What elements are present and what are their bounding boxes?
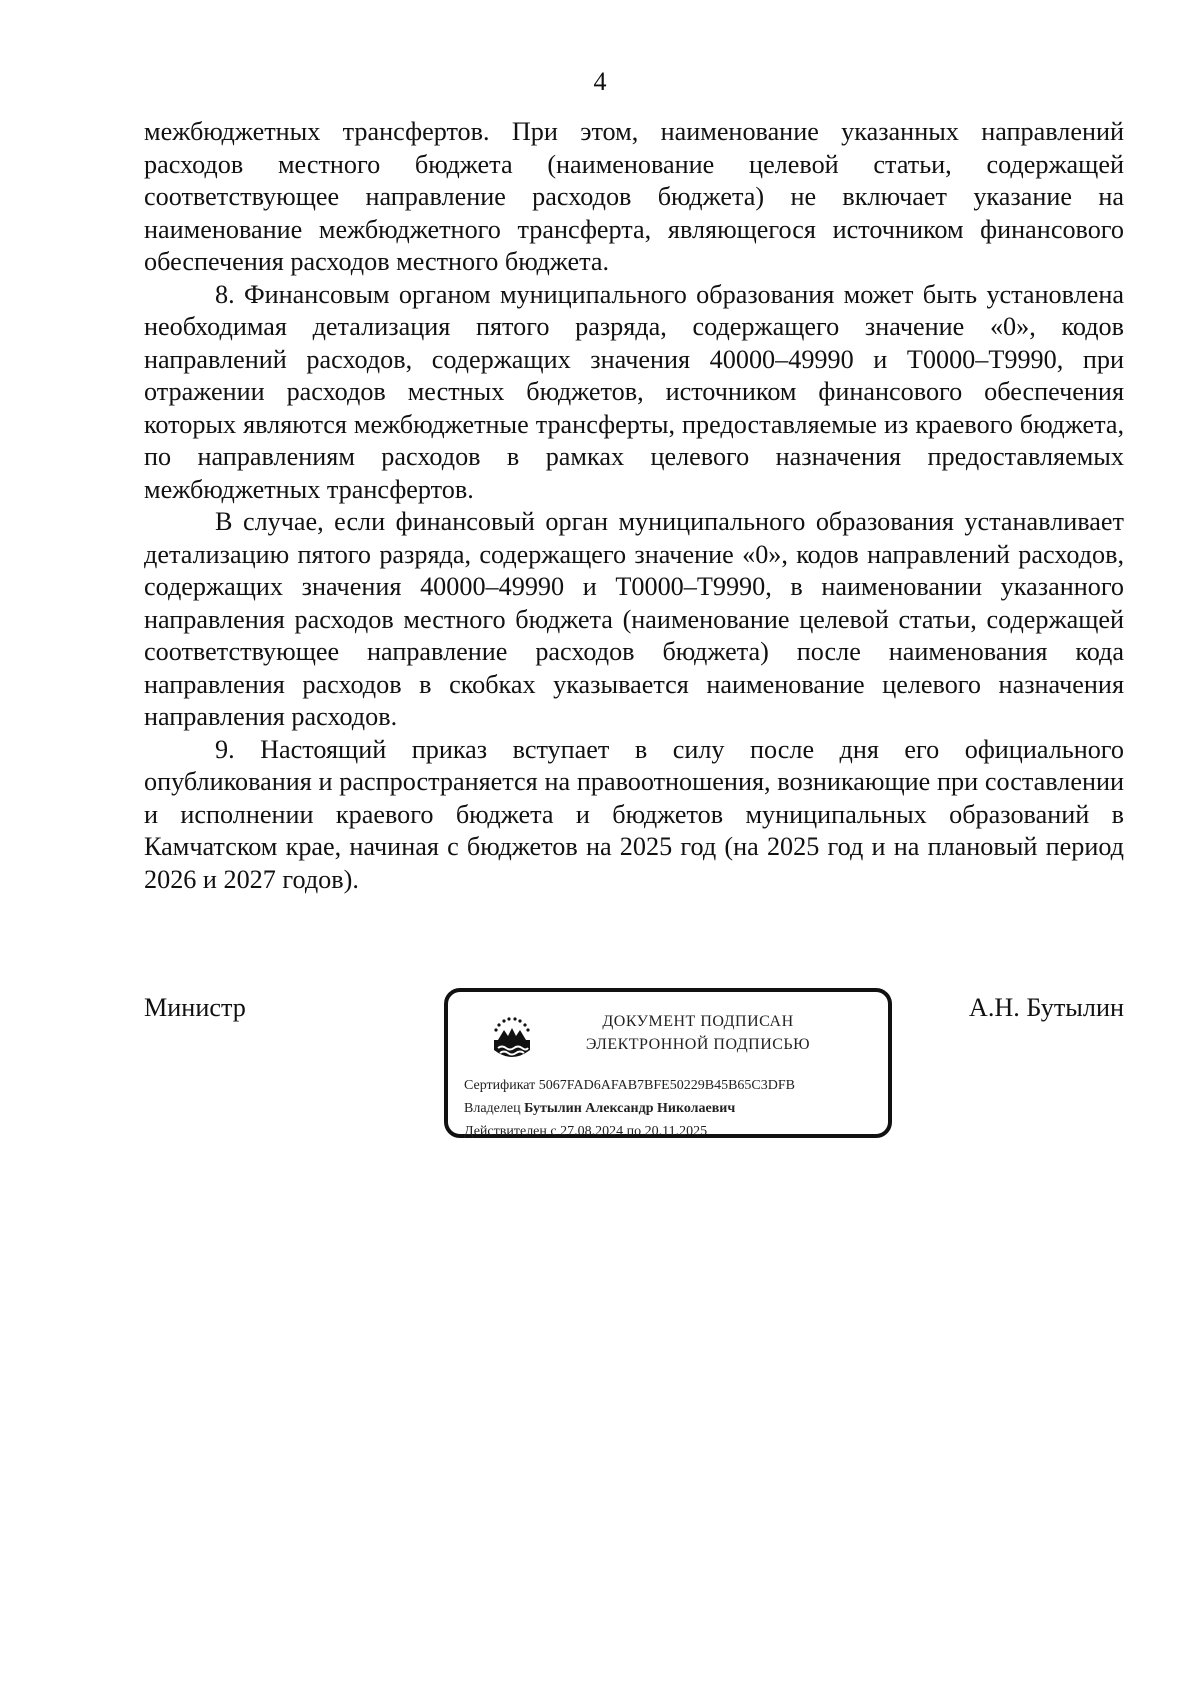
paragraph-item-8: 8. Финансовым органом муниципального образования может быть установлена необходимая детализация пятого разряда, содержащего значение «0», кодов направлений расходов, содержащих значения 40000–49990 и Т0000–Т9990, при отражении расходов местных бюджетов, источником финансового обеспечения которых являются межбюджетные трансферты, предоставляемые из краевого бюджета, по направлениям расходов в рамках целевого назначения предоставляемых межбюджетных трансфертов. [144,279,1124,504]
kamchatka-emblem-icon [484,1010,540,1066]
signer-name: А.Н. Бутылин [968,993,1124,1022]
stamp-details [464,1074,884,1143]
owner-label: Владелец [464,1101,521,1116]
stamp-header [548,1010,848,1056]
valid-label: Действителен с [464,1124,557,1139]
page-number: 4 [593,67,607,96]
document-body [144,116,1124,896]
certificate-label: Сертификат [464,1078,536,1093]
valid-to-label: по [626,1124,642,1139]
valid-from: 27.08.2024 [560,1124,624,1139]
certificate-value: 5067FAD6AFAB7BFE50229B45B65C3DFB [538,1078,795,1093]
paragraph-continuation: межбюджетных трансфертов. При этом, наименование указанных направлений расходов местного бюджета (наименование целевой статьи, содержащей соответствующее направление расходов бюджета) не включает указание на наименование межбюджетного трансферта, являющегося источником финансового обеспечения расходов местного бюджета. [144,117,1124,276]
validity-row [464,1120,884,1143]
signer-position: Министр [144,993,246,1022]
paragraph-item-9: 9. Настоящий приказ вступает в силу после дня его официального опубликования и распространяется на правоотношения, возникающие при составлении и исполнении краевого бюджета и бюджетов муниципальных образований в Камчатском крае, начиная с бюджетов на 2025 год (на 2025 год и на плановый период 2026 и 2027 годов). [144,734,1124,894]
owner-value: Бутылин Александр Николаевич [524,1101,736,1116]
certificate-row [464,1074,884,1097]
stamp-header-line1: ДОКУМЕНТ ПОДПИСАН [602,1013,794,1030]
signature-block [144,988,1124,1158]
valid-to: 20.11.2025 [644,1124,708,1139]
electronic-signature-stamp [444,988,892,1138]
stamp-header-line2: ЭЛЕКТРОННОЙ ПОДПИСЬЮ [585,1036,811,1053]
owner-row [464,1097,884,1120]
paragraph-item-8-case: В случае, если финансовый орган муниципального образования устанавливает детализацию пятого разряда, содержащего значение «0», кодов направлений расходов, содержащих значения 40000–49990 и Т0000–Т9990, в наименовании указанного направления расходов местного бюджета (наименование целевой статьи, содержащей соответствующее направление расходов бюджета) после наименования кода направления расходов в скобках указывается наименование целевого назначения направления расходов. [144,507,1124,731]
